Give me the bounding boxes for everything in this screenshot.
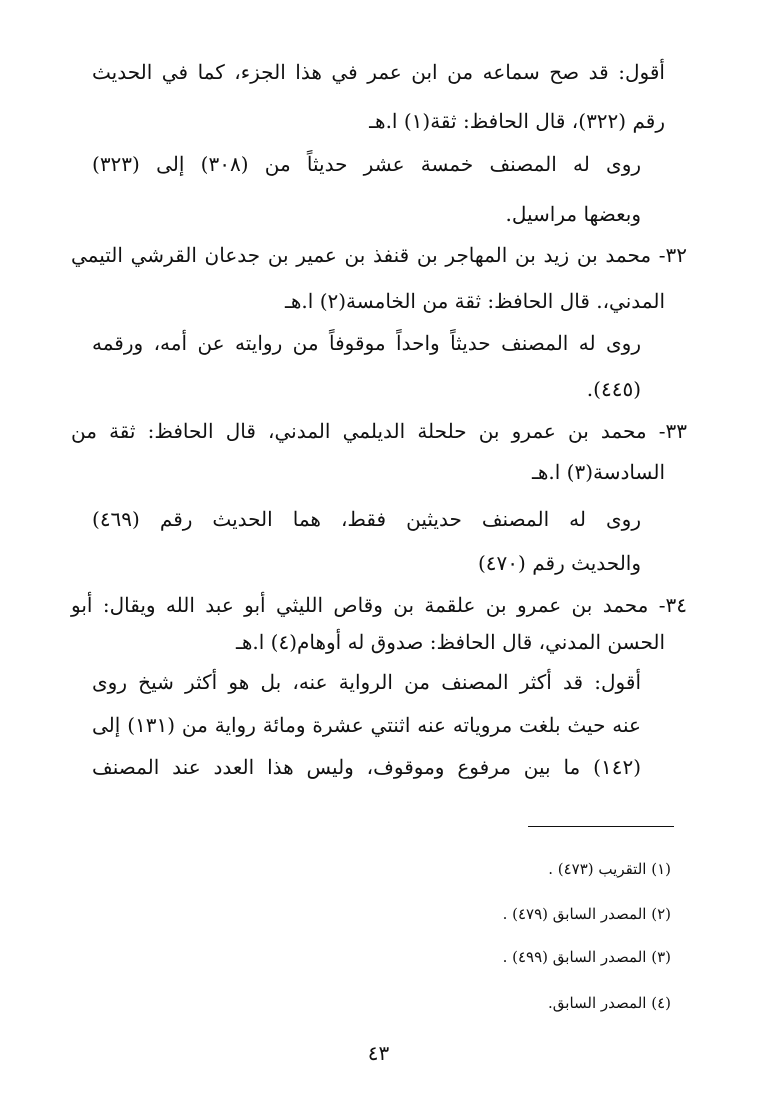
page-number: ٤٣ [367,1041,390,1065]
text-line: السادسة(٣) ا.هـ [531,460,665,484]
text-line: أقول: قد صح سماعه من ابن عمر في هذا الجزء، كما في الحديث [92,60,665,84]
footnote: (٣) المصدر السابق (٤٩٩) . [502,948,671,966]
text-line: المدني،. قال الحافظ: ثقة من الخامسة(٢) ا.هـ [285,289,665,313]
text-line: عنه حيث بلغت مروياته عنه اثنتي عشرة ومائة رواية من (١٣١) إلى [92,713,641,737]
text-line: أقول: قد أكثر المصنف من الرواية عنه، بل هو أكثر شيخ روى [92,670,641,694]
text-line: روى له المصنف حديثين فقط، هما الحديث رقم (٤٦٩) [92,507,641,531]
text-line: رقم (٣٢٢)، قال الحافظ: ثقة(١) ا.هـ [369,109,665,133]
footnote: (٤) المصدر السابق. [548,994,671,1012]
footnote: (٢) المصدر السابق (٤٧٩) . [502,905,671,923]
entry-heading: ٣٢- محمد بن زيد بن المهاجر بن قنفذ بن عمير بن جدعان القرشي التيمي [71,243,687,267]
text-line: والحديث رقم (٤٧٠) [477,551,641,575]
text-line: وبعضها مراسيل. [505,202,641,226]
text-line: روى له المصنف خمسة عشر حديثاً من (٣٠٨) إلى (٣٢٣) [92,152,642,176]
entry-heading: ٣٤- محمد بن عمرو بن علقمة بن وقاص الليثي أبو عبد الله ويقال: أبو [71,593,687,617]
footnote-separator [528,826,674,827]
text-line: روى له المصنف حديثاً واحداً موقوفاً من روايته عن أمه، ورقمه [92,331,641,355]
text-line: (١٤٢) ما بين مرفوع وموقوف، وليس هذا العدد عند المصنف [92,755,641,779]
text-line: (٤٤٥). [586,377,641,401]
text-line: الحسن المدني، قال الحافظ: صدوق له أوهام(٤) ا.هـ [235,630,665,654]
footnote: (١) التقريب (٤٧٣) . [548,860,671,878]
entry-heading: ٣٣- محمد بن عمرو بن حلحلة الديلمي المدني، قال الحافظ: ثقة من [71,419,687,443]
